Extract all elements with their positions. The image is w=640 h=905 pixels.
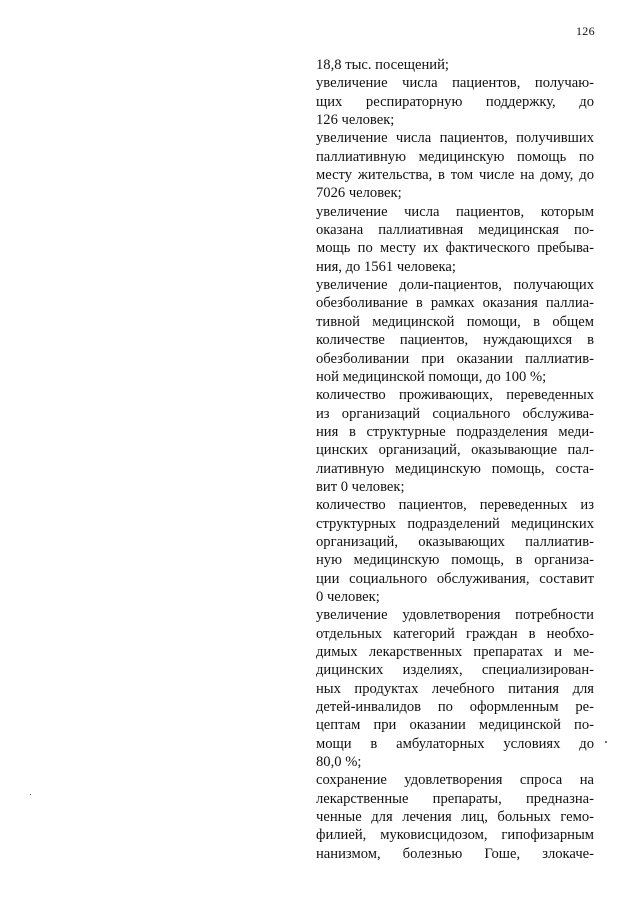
text-line: увеличение числа пациентов, которым <box>316 203 594 220</box>
text-line: оказана паллиативная медицинская по- <box>316 222 594 239</box>
text-line: мощь по месту их фактического пребыва- <box>316 240 594 257</box>
text-line: организаций, оказывающих паллиатив- <box>316 533 594 550</box>
text-line: ния, до 1561 человека; <box>316 258 456 275</box>
text-line: лиативную медицинскую помощь, соста- <box>316 460 594 477</box>
text-line: ченные для лечения лиц, больных гемо- <box>316 809 594 826</box>
text-line: ния в структурные подразделения меди- <box>316 423 594 440</box>
scan-speck <box>30 794 31 795</box>
text-line: щих респираторную поддержку, до <box>316 93 594 110</box>
text-line: увеличение числа пациентов, получивших <box>316 130 594 147</box>
scan-speck <box>605 741 607 743</box>
text-line: ной медицинской помощи, до 100 %; <box>316 368 547 385</box>
text-line: количество пациентов, переведенных из <box>316 497 594 514</box>
text-line: ную медицинскую помощь, в организа- <box>316 552 594 569</box>
text-line: из организаций социального обслужива- <box>316 405 594 422</box>
text-line: цептам при оказании медицинской по- <box>316 717 594 734</box>
text-line: 0 человек; <box>316 588 380 605</box>
text-line: увеличение доли-пациентов, получающих <box>316 277 594 294</box>
text-line: обезболивании при оказании паллиатив- <box>316 350 594 367</box>
text-line: сохранение удовлетворения спроса на <box>316 772 594 789</box>
text-line: ных продуктах лечебного питания для <box>316 680 594 697</box>
text-line: структурных подразделений медицинских <box>316 515 594 532</box>
text-line: паллиативную медицинскую помощь по <box>316 148 594 165</box>
text-line: лекарственные препараты, предназна- <box>316 790 594 807</box>
body-text <box>316 56 594 863</box>
text-line: мощи в амбулаторных условиях до <box>316 735 594 752</box>
text-line: филией, муковисцидозом, гипофизарным <box>316 827 594 844</box>
text-line: 80,0 %; <box>316 754 362 771</box>
text-line: 7026 человек; <box>316 185 402 202</box>
text-line: тивной медицинской помощи, в общем <box>316 313 594 330</box>
text-line: обезболивание в рамках оказания паллиа- <box>316 295 594 312</box>
text-line: детей-инвалидов по оформленным ре- <box>316 699 594 716</box>
page-number: 126 <box>576 24 595 38</box>
text-line: месту жительства, в том числе на дому, до <box>316 167 594 184</box>
text-line: цинских организаций, оказывающие пал- <box>316 442 594 459</box>
text-line: отдельных категорий граждан в необхо- <box>316 625 594 642</box>
text-line: димых лекарственных препаратах и ме- <box>316 644 594 660</box>
text-line: дицинских изделиях, специализирован- <box>316 662 594 679</box>
text-line: количестве пациентов, нуждающихся в <box>316 332 594 349</box>
text-line: увеличение числа пациентов, получаю- <box>316 75 594 92</box>
text-line: увеличение удовлетворения потребности <box>316 607 594 624</box>
text-line: количество проживающих, переведенных <box>316 387 594 404</box>
text-line: ции социального обслуживания, составит <box>316 570 594 587</box>
text-line: вит 0 человек; <box>316 478 405 495</box>
text-line: 126 человек; <box>316 112 395 129</box>
text-line: 18,8 тыс. посещений; <box>316 57 449 73</box>
text-line: нанизмом, болезнью Гоше, злокаче- <box>316 845 594 862</box>
